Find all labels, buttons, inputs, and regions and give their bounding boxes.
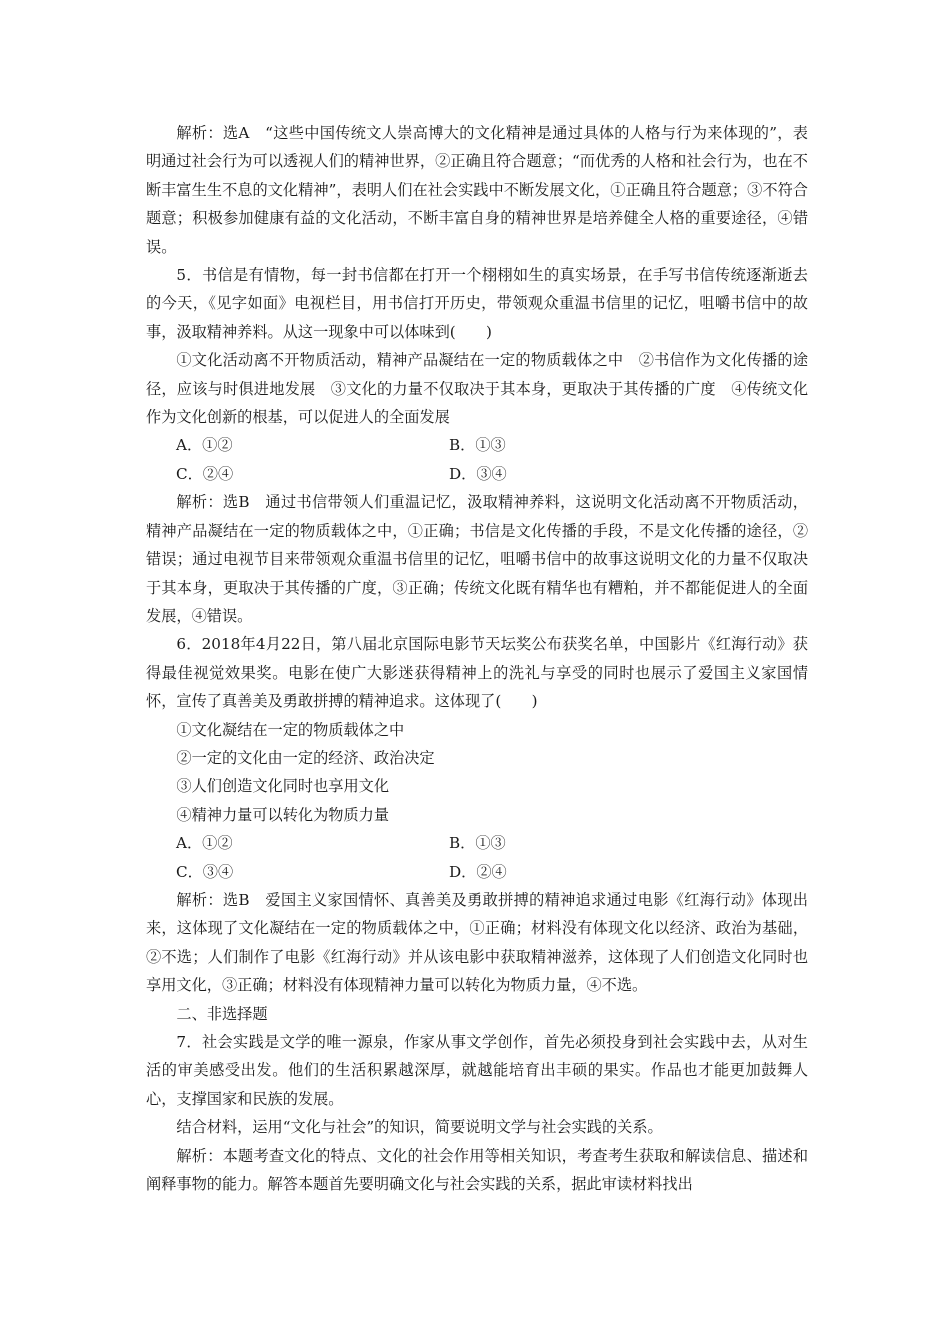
q5-choices-row-2 <box>146 460 808 488</box>
q5-choice-b: B．①③ <box>449 436 506 455</box>
q4-analysis: 解析：选A “这些中国传统文人崇高博大的文化精神是通过具体的人格与行为来体现的”，表明通过社会行为可以透视人们的精神世界，②正确且符合题意；“而优秀的人格和社会行为，也在不断丰富生生不息的文化精神”，表明人们在社会实践中不断发展文化，①正确且符合题意；③不符合题意；积极参加健康有益的文化活动，不断丰富自身的精神世界是培养健全人格的重要途径，④错误。 <box>146 124 808 256</box>
q5-choice-a: A．①② <box>176 436 233 455</box>
q5-stem: 5．书信是有情物，每一封书信都在打开一个栩栩如生的真实场景，在手写书信传统逐渐逝去的今天，《见字如面》电视栏目，用书信打开历史，带领观众重温书信里的记忆，咀嚼书信中的故事，汲取精神养料。从这一现象中可以体味到( ) <box>146 266 808 341</box>
document-page <box>146 119 808 1198</box>
q6-choice-b: B．①③ <box>449 834 506 853</box>
q6-statement-3: ③人们创造文化同时也享用文化 <box>176 777 390 796</box>
q6-choices-row-1 <box>146 829 808 857</box>
q5-analysis: 解析：选B 通过书信带领人们重温记忆，汲取精神养料，这说明文化活动离不开物质活动，精神产品凝结在一定的物质载体之中，①正确；书信是文化传播的手段，不是文化传播的途径，②错误；通过电视节目来带领观众重温书信里的记忆，咀嚼书信中的故事这说明文化的力量不仅取决于其本身，更取决于其传播的广度，③正确；传统文化既有精华也有糟粕，并不都能促进人的全面发展，④错误。 <box>146 493 808 625</box>
q6-choice-d: D．②④ <box>449 862 507 881</box>
q6-statement-4: ④精神力量可以转化为物质力量 <box>176 805 390 824</box>
q6-stem: 6．2018年4月22日，第八届北京国际电影节天坛奖公布获奖名单，中国影片《红海行动》获得最佳视觉效果奖。电影在使广大影迷获得精神上的洗礼与享受的同时也展示了爱国主义家国情怀，宣传了真善美及勇敢拼搏的精神追求。这体现了( ) <box>146 635 808 711</box>
q7-analysis: 解析：本题考查文化的特点、文化的社会作用等相关知识，考查考生获取和解读信息、描述和阐释事物的能力。解答本题首先要明确文化与社会实践的关系，据此审读材料找出 <box>146 1146 808 1194</box>
q5-choices-row-1 <box>146 431 808 459</box>
section-title: 二、非选择题 <box>176 1004 268 1023</box>
q5-choice-c: C．②④ <box>176 464 234 483</box>
q6-choices-row-2 <box>146 858 808 886</box>
q7-stem: 7．社会实践是文学的唯一源泉，作家从事文学创作，首先必须投身到社会实践中去，从对生活的审美感受出发。他们的生活积累越深厚，就越能培育出丰硕的果实。作品也才能更加鼓舞人心，支撑国家和民族的发展。 <box>146 1033 808 1108</box>
q6-choice-c: C．③④ <box>176 862 234 881</box>
q6-statement-1: ①文化凝结在一定的物质载体之中 <box>176 720 405 739</box>
q6-choice-a: A．①② <box>176 834 233 853</box>
q6-analysis: 解析：选B 爱国主义家国情怀、真善美及勇敢拼搏的精神追求通过电影《红海行动》体现出来，这体现了文化凝结在一定的物质载体之中，①正确；材料没有体现文化以经济、政治为基础，②不选；人们制作了电影《红海行动》并从该电影中获取精神滋养，这体现了人们创造文化同时也享用文化，③正确；材料没有体现精神力量可以转化为物质力量，④不选。 <box>146 890 808 995</box>
q6-statement-2: ②一定的文化由一定的经济、政治决定 <box>176 748 435 767</box>
q7-question: 结合材料，运用“文化与社会”的知识，简要说明文学与社会实践的关系。 <box>176 1118 663 1137</box>
q5-choice-d: D．③④ <box>449 464 507 483</box>
q5-statements: ①文化活动离不开物质活动，精神产品凝结在一定的物质载体之中 ②书信作为文化传播的途径，应该与时俱进地发展 ③文化的力量不仅取决于其本身，更取决于其传播的广度 ④传统文化作为文化创新的根基，可以促进人的全面发展 <box>146 351 808 427</box>
